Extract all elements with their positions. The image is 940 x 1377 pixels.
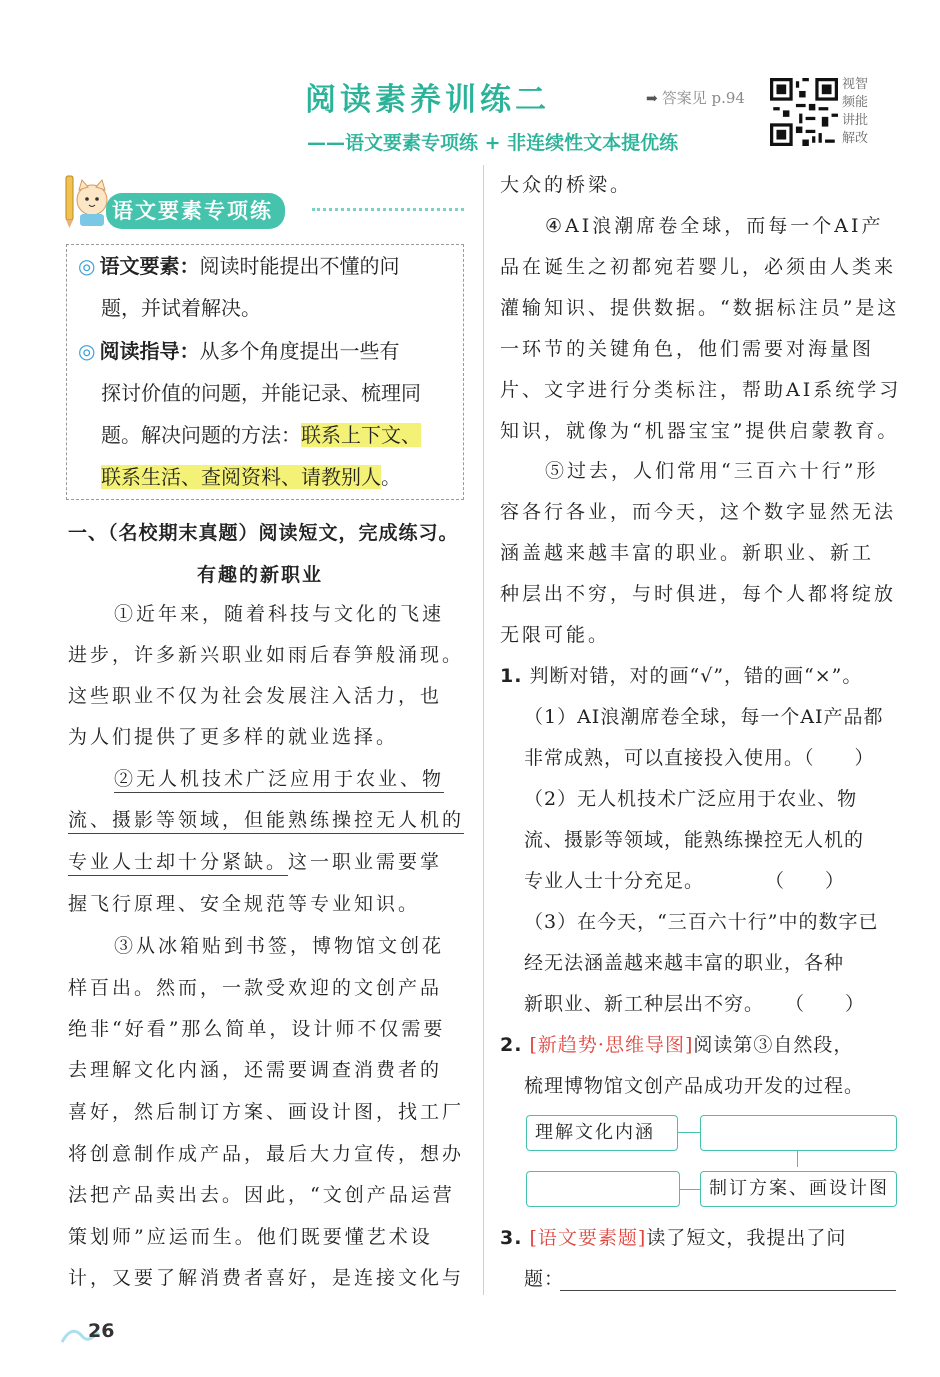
q1-answer-blank[interactable]: 新职业、新工种层出不穷。 （ ）	[524, 993, 866, 1015]
left-line: 绝非“好看”那么简单，设计师不仅需要	[68, 1018, 446, 1040]
left-line: 将创意制作成产品，最后大力宣传，想办	[68, 1143, 465, 1165]
highlight-text: 联系生活、查阅资料、请教别人	[101, 465, 381, 489]
left-line: ③从冰箱贴到书签，博物馆文创花	[114, 935, 445, 957]
answer-line[interactable]	[560, 1290, 896, 1291]
left-line: 样百出。然而，一款受欢迎的文创产品	[68, 977, 443, 999]
left-line: 握飞行原理、安全规范等专业知识。	[68, 893, 421, 915]
right-line: 涵盖越来越丰富的职业。新职业、新工	[500, 542, 875, 564]
question-3: 3. [语文要素题]读了短文，我提出了问	[500, 1227, 847, 1249]
left-line: 去理解文化内涵，还需要调查消费者的	[68, 1059, 443, 1081]
underlined-text: 流、摄影等领域，但能熟练操控无人机的	[68, 809, 464, 834]
left-line: 策划师”应运而生。他们既要懂艺术设	[68, 1226, 433, 1248]
right-line: 种层出不穷，与时俱进，每个人都将绽放	[500, 583, 897, 605]
info-item-1: ◎ 语文要素：阅读时能提出不懂的问	[78, 254, 400, 278]
right-line: 品在诞生之初都宛若婴儿，必须由人类来	[500, 256, 897, 278]
question-tag: [新趋势·思维导图]	[529, 1034, 694, 1056]
underlined-text: ②无人机技术广泛应用于农业、物	[114, 768, 444, 793]
circle-bullet-icon: ◎	[78, 339, 96, 363]
flow-arrow	[678, 1132, 700, 1133]
q1-item: 经无法涵盖越来越丰富的职业，各种	[524, 952, 845, 974]
left-line	[68, 800, 464, 841]
section-dotted-line	[312, 208, 464, 211]
left-line: 这些职业不仅为社会发展注入活力，也	[68, 685, 443, 707]
info-item-2: ◎ 阅读指导：从多个角度提出一些有	[78, 339, 400, 363]
article-title: 有趣的新职业	[197, 564, 324, 586]
qr-label: 视智 频能 讲批 解改	[842, 77, 869, 146]
info-item-2-line4: 联系生活、查阅资料、请教别人。	[101, 465, 401, 489]
section-badge: 语文要素专项练	[106, 193, 285, 229]
question-2: 2. [新趋势·思维导图]阅读第③自然段，	[500, 1034, 854, 1056]
right-line: 大众的桥梁。	[500, 174, 633, 196]
question-tag: [语文要素题]	[529, 1227, 647, 1249]
flow-box-1: 理解文化内涵	[526, 1115, 678, 1151]
info-item-1-cont: 题，并试着解决。	[101, 296, 261, 320]
flow-box-4: 制订方案、画设计图	[700, 1171, 897, 1207]
left-line: 进步，许多新兴职业如雨后春笋般涌现。	[68, 644, 465, 666]
left-line: 计，又要了解消费者喜好，是连接文化与	[68, 1267, 465, 1289]
page-subtitle: ——语文要素专项练 + 非连续性文本提优练	[307, 132, 679, 154]
q1-answer-blank[interactable]: 非常成熟，可以直接投入使用。（ ）	[524, 747, 875, 769]
page-number: 26	[88, 1320, 115, 1342]
q1-answer-blank[interactable]: 专业人士十分充足。 （ ）	[524, 870, 846, 892]
q1-item: 流、摄影等领域，能熟练操控无人机的	[524, 829, 865, 851]
underlined-text: 专业人士却十分紧缺。	[68, 851, 288, 876]
q1-item: （2）无人机技术广泛应用于农业、物	[524, 788, 858, 810]
qr-code-icon[interactable]	[770, 78, 838, 146]
page-title: 阅读素养训练二	[305, 82, 550, 118]
q1-item: （3）在今天，“三百六十行”中的数字已	[524, 911, 879, 933]
info-item-2-cont: 探讨价值的问题，并能记录、梳理同	[101, 381, 421, 405]
right-line: 无限可能。	[500, 624, 611, 646]
q2-text: 梳理博物馆文创产品成功开发的过程。	[524, 1075, 865, 1097]
left-line: 专业人士却十分紧缺。这一职业需要掌	[68, 842, 442, 883]
flow-box-2-blank[interactable]	[700, 1115, 897, 1151]
right-line: ④AI浪潮席卷全球，而每一个AI产	[545, 215, 884, 237]
question-1: 1. 判断对错，对的画“√”，错的画“×”。	[500, 665, 863, 687]
column-divider	[483, 165, 484, 1295]
flow-box-3-blank[interactable]	[526, 1171, 680, 1207]
q3-text: 题：	[524, 1268, 565, 1290]
left-line	[114, 759, 444, 800]
right-line: 片、文字进行分类标注，帮助AI系统学习	[500, 379, 902, 401]
answer-ref-text: 答案见 p.94	[661, 89, 745, 107]
flow-arrow	[680, 1189, 700, 1190]
right-line: 一环节的关键角色，他们需要对海量图	[500, 338, 875, 360]
right-line: 容各行各业，而今天，这个数字显然无法	[500, 501, 897, 523]
answer-reference	[646, 87, 745, 108]
right-line: 知识，就像为“机器宝宝”提供启蒙教育。	[500, 420, 900, 442]
left-line: ①近年来，随着科技与文化的飞速	[114, 603, 445, 625]
left-line: 喜好，然后制订方案、画设计图，找工厂	[68, 1101, 465, 1123]
left-line: 为人们提供了更多样的就业选择。	[68, 726, 399, 748]
highlight-text: 联系上下文、	[301, 423, 421, 447]
question-intro: 一、（名校期末真题）阅读短文，完成练习。	[68, 522, 459, 544]
flow-arrow-down	[797, 1151, 798, 1167]
circle-bullet-icon: ◎	[78, 254, 96, 278]
cat-pencil-icon	[62, 172, 108, 230]
right-line: 灌输知识、提供数据。“数据标注员”是这	[500, 297, 900, 319]
arrow-right-icon: ➡	[646, 91, 658, 107]
right-line: ⑤过去，人们常用“三百六十行”形	[545, 460, 879, 482]
info-item-2-line3: 题。解决问题的方法：联系上下文、	[101, 423, 421, 447]
left-line: 法把产品卖出去。因此，“文创产品运营	[68, 1184, 455, 1206]
q1-item: （1）AI浪潮席卷全球，每一个AI产品都	[524, 706, 884, 728]
